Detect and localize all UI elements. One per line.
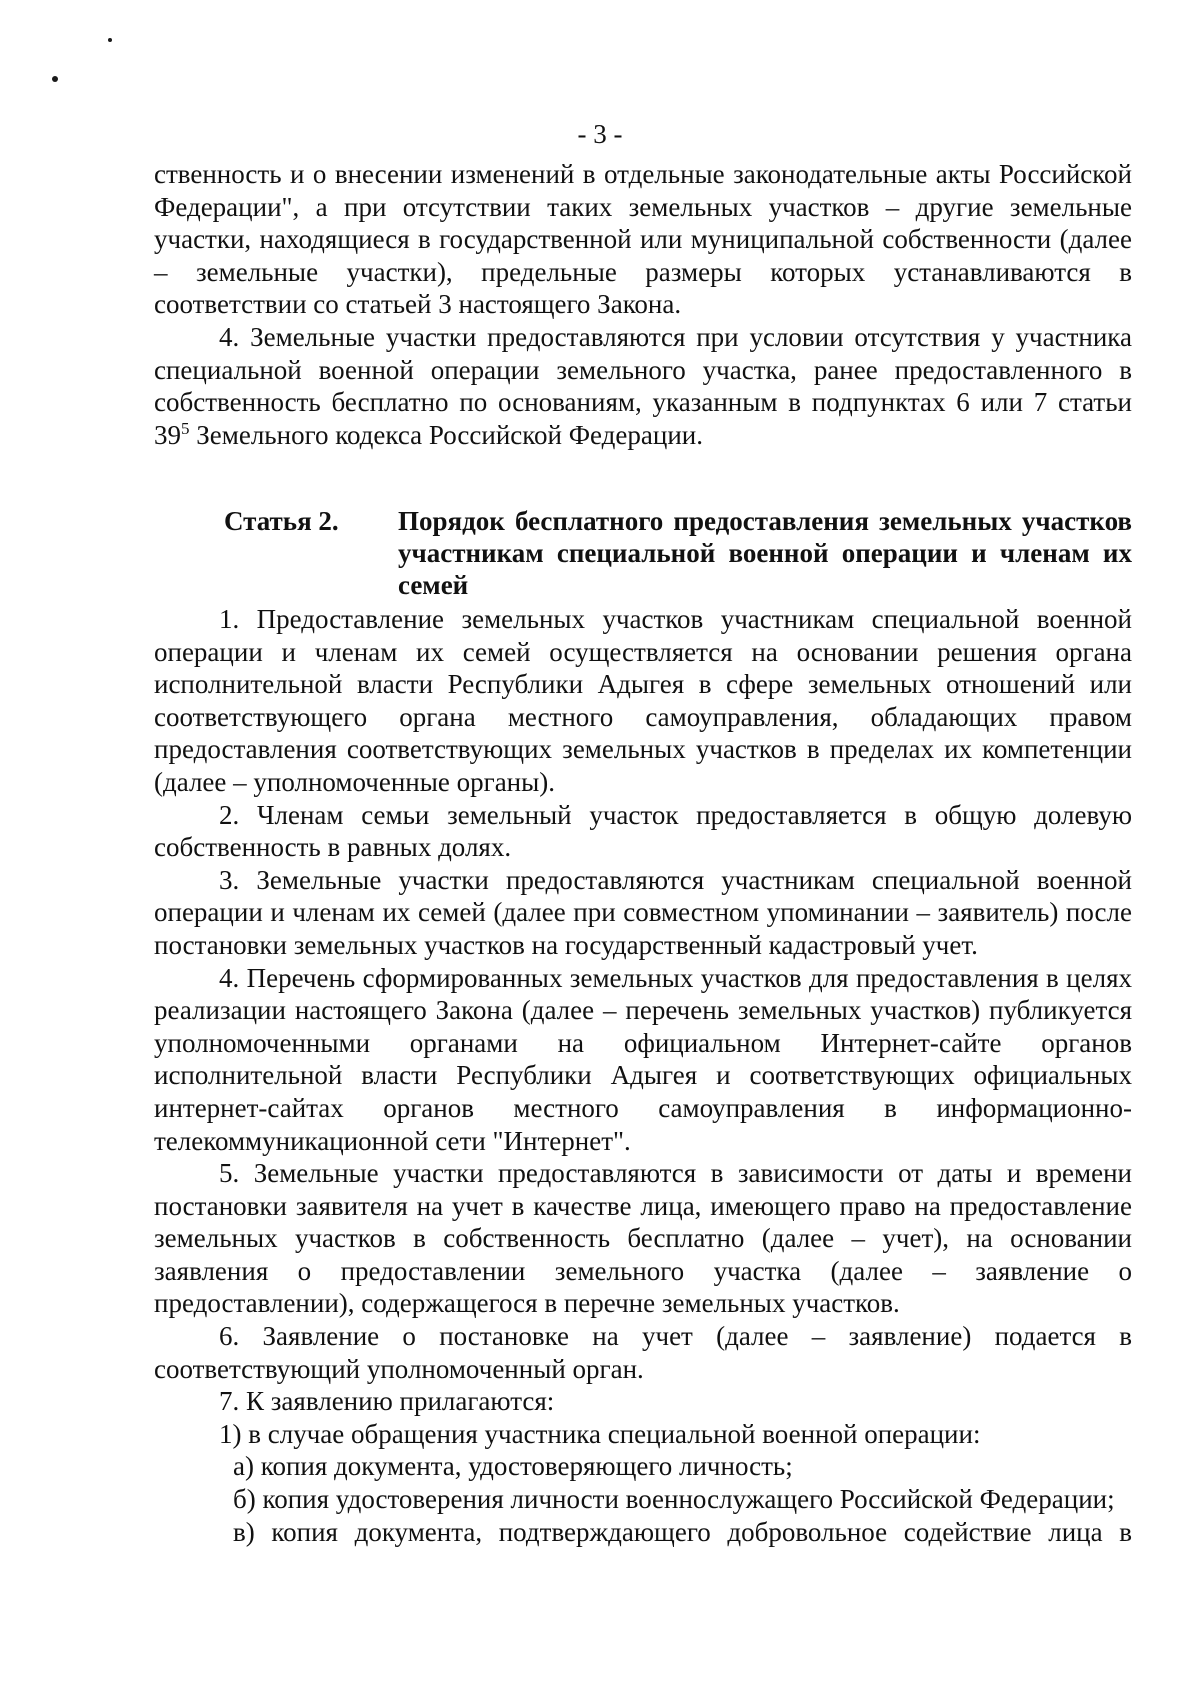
clause-1: 1. Предоставление земельных участков участникам специальной военной операции и членам их семей осуществляется на основании решения органа исполнительной власти Республики Адыгея в сфере земельных отношений или соответствующего органа местного самоуправления, обладающих правом предоставления соответствующих земельных участков в пределах их компетенции (далее – уполномоченные органы). — [154, 604, 1132, 797]
clause-7-item-b: б) копия удостоверения личности военнослужащего Российской Федерации; — [233, 1484, 1115, 1515]
article-2-body — [154, 603, 1132, 1548]
paragraph-4-text: 4. Земельные участки предоставляются при условии отсутствия у участника специальной военной операции земельного участка, ранее предоставленного в собственность бесплатно по основаниям, указанным в подпунктах 6 или 7 статьи 39 — [154, 321, 1132, 450]
superscript-5: 5 — [181, 418, 190, 438]
scan-speck — [108, 38, 112, 42]
scan-speck — [52, 76, 58, 82]
clause-3: 3. Земельные участки предоставляются участникам специальной военной операции и членам их семей (далее при совместном упоминании – заявитель) после постановки земельных участков на государственный кадастровый учет. — [154, 864, 1132, 960]
clause-2: 2. Членам семьи земельный участок предоставляется в общую долевую собственность в равных долях. — [154, 799, 1132, 863]
paragraph-4-tail: Земельного кодекса Российской Федерации. — [189, 419, 703, 450]
article-label: Статья 2. — [224, 506, 339, 536]
page-number: - 3 - — [577, 119, 623, 149]
clause-5: 5. Земельные участки предоставляются в зависимости от даты и времени постановки заявителя на учет в качестве лица, имеющего право на предоставление земельных участков в собственность бесплатно (далее – учет), на основании заявления о предоставлении земельного участка (далее – заявление о предоставлении), содержащегося в перечне земельных участков. — [154, 1158, 1132, 1319]
clause-7-item-v: в) копия документа, подтверждающего добровольное содействие лица в — [233, 1516, 1132, 1547]
intro-section — [154, 158, 1132, 451]
clause-4: 4. Перечень сформированных земельных участков для предоставления в целях реализации настоящего Закона (далее – перечень земельных участков) публикуется уполномоченными органами на официальном Интернет-сайте органов исполнительной власти Республики Адыгея и соответствующих официальных интернет-сайтах органов местного самоуправления в информационно-телекоммуникационной сети "Интернет". — [154, 962, 1132, 1156]
clause-6: 6. Заявление о постановке на учет (далее – заявление) подается в соответствующий уполномоченный орган. — [154, 1321, 1132, 1384]
paragraph-continuation: ственность и о внесении изменений в отдельные законодательные акты Российской Федерации", а при отсутствии таких земельных участков – другие земельные участки, находящиеся в государственной или муниципальной собственности (далее – земельные участки), предельные размеры которых устанавливаются в соответствии со статьей 3 настоящего Закона. — [154, 159, 1132, 320]
article-title: Порядок бесплатного предоставления земельных участков участникам специальной военной операции и членам их семей — [398, 506, 1132, 600]
clause-7-item-1: 1) в случае обращения участника специальной военной операции: — [219, 1418, 981, 1449]
clause-7: 7. К заявлению прилагаются: — [219, 1386, 555, 1417]
paragraph-4 — [154, 321, 1132, 451]
clause-7-item-a: а) копия документа, удостоверяющего личность; — [233, 1451, 793, 1482]
